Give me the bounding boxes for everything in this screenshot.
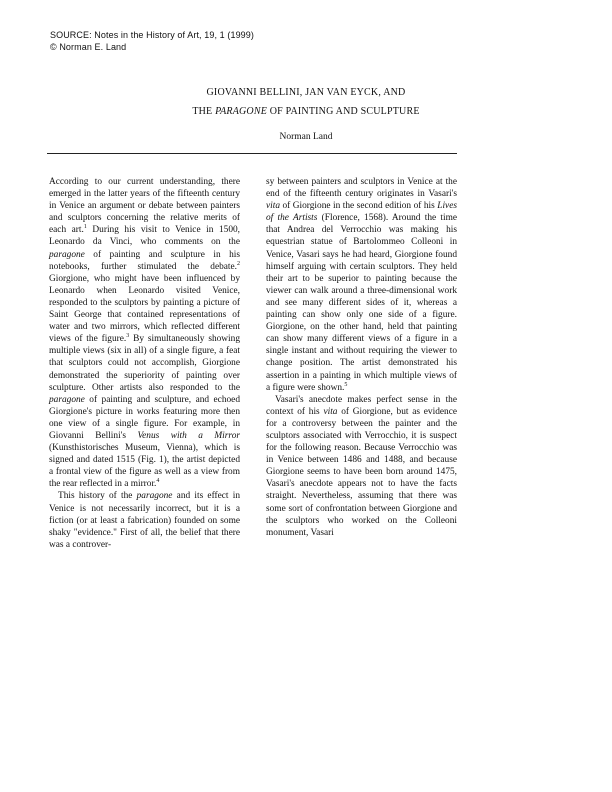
footnote-ref[interactable]: 5 <box>344 381 348 388</box>
article-title-line-2 <box>50 105 562 118</box>
italic-term: vita <box>323 406 338 417</box>
copyright-line: © Norman E. Land <box>50 42 127 52</box>
text-run: sy between painters and sculptors in Venice at the end of the fifteenth century originates in Vasari's <box>266 177 457 200</box>
text-run: (Florence, 1568). Around the time that Andrea del Verrocchio was making his equestrian statue of Bartolommeo Colleoni in Venice, Vasari says he had heard, Giorgione found himself arguing with certain sculptors. They held their art to be superior to painting because the viewer can walk around a three-dimensional work and see many different sides of it, whereas a painting can show only one side of a figure. Giorgione, on the other hand, held that painting can show many different views of a figure in a single instant and without requiring the viewer to change position. The artist demonstrated his assertion in a painting in which multiple views of a figure were shown. <box>266 213 457 393</box>
paragraph <box>266 176 457 394</box>
italic-term: paragone <box>49 249 85 260</box>
title-suffix: OF PAINTING AND SCULPTURE <box>267 106 420 117</box>
source-line: SOURCE: Notes in the History of Art, 19, 1 (1999) <box>50 30 254 40</box>
italic-term: paragone <box>136 491 173 502</box>
text-run: This history of the <box>58 491 137 502</box>
left-column <box>49 176 240 551</box>
text-run: of Giorgione in the second edition of his <box>280 201 438 212</box>
italic-title: Venus with a Mirror <box>137 430 241 441</box>
source-citation <box>50 29 254 53</box>
title-italic-word: PARAGONE <box>215 106 268 117</box>
footnote-ref[interactable]: 2 <box>237 260 240 267</box>
italic-term: paragone <box>49 394 85 405</box>
paragraph <box>49 176 240 490</box>
footnote-ref[interactable]: 3 <box>126 333 130 340</box>
footnote-ref[interactable]: 4 <box>156 478 160 485</box>
text-run: During his visit to Venice in 1500, Leonardo da Vinci, who comments on the <box>49 225 240 248</box>
article-title-line-1: GIOVANNI BELLINI, JAN VAN EYCK, AND <box>206 87 406 98</box>
italic-title: Lives of the Artists <box>266 201 457 224</box>
text-run: By simultaneously showing multiple views (six in all) of a single figure, a feat that sculptors could not accomplish, Giorgione demonstrated the superiority of painting over sculpture. Other artists also responded to the <box>49 334 240 393</box>
text-run: of Giorgione, but as evidence for a controversy between the painter and the sculptors associated with Verrocchio, it is suspect for the following reason. Because Verrocchio was in Venice between 1486 and 1488, and because Giorgione seems to have been born around 1475, Vasari's anecdote appears not to have the facts straight. Nevertheless, assuming that there was some sort of confrontation between Giorgione and the sculptors who worked on the Colleoni monument, Vasari <box>266 406 457 538</box>
italic-term: vita <box>266 201 281 212</box>
paragraph <box>49 490 240 550</box>
right-column <box>266 176 457 539</box>
paragraph <box>266 394 457 539</box>
author-name: Norman Land <box>279 132 333 142</box>
text-run: of painting and sculpture, and echoed Giorgione's picture in works featuring more then one view of a single figure. For example, in Giovanni Bellini's <box>49 394 240 441</box>
title-prefix: THE <box>192 106 216 117</box>
text-run: (Kunsthistorisches Museum, Vienna), which is signed and dated 1515 (Fig. 1), the artist depicted a frontal view of the figure as well as a view from the rear reflected in a mirror. <box>49 443 240 490</box>
text-run: Vasari's anecdote makes perfect sense in the context of his <box>266 394 457 417</box>
footnote-ref[interactable]: 1 <box>83 224 87 231</box>
text-run: and its effect in Venice is not necessarily incorrect, but it is a fiction (or at least a fabrication) founded on some shaky "evidence." First of all, the belief that there was a controver- <box>49 491 240 550</box>
text-run: According to our current understanding, there emerged in the latter years of the fifteenth century in Venice an argument or debate between painters and sculptors concerning the relative merits of each art. <box>49 177 240 236</box>
title-divider <box>47 153 457 154</box>
text-run: of painting and sculpture in his notebooks, further stimulated the debate. <box>49 249 240 272</box>
text-run: Giorgione, who might have been influenced by Leonardo when Leonardo visited Venice, responded to the sculptors by painting a picture of Saint George that contained representations of water and two mirrors, which reflected different views of the figure. <box>49 273 240 345</box>
